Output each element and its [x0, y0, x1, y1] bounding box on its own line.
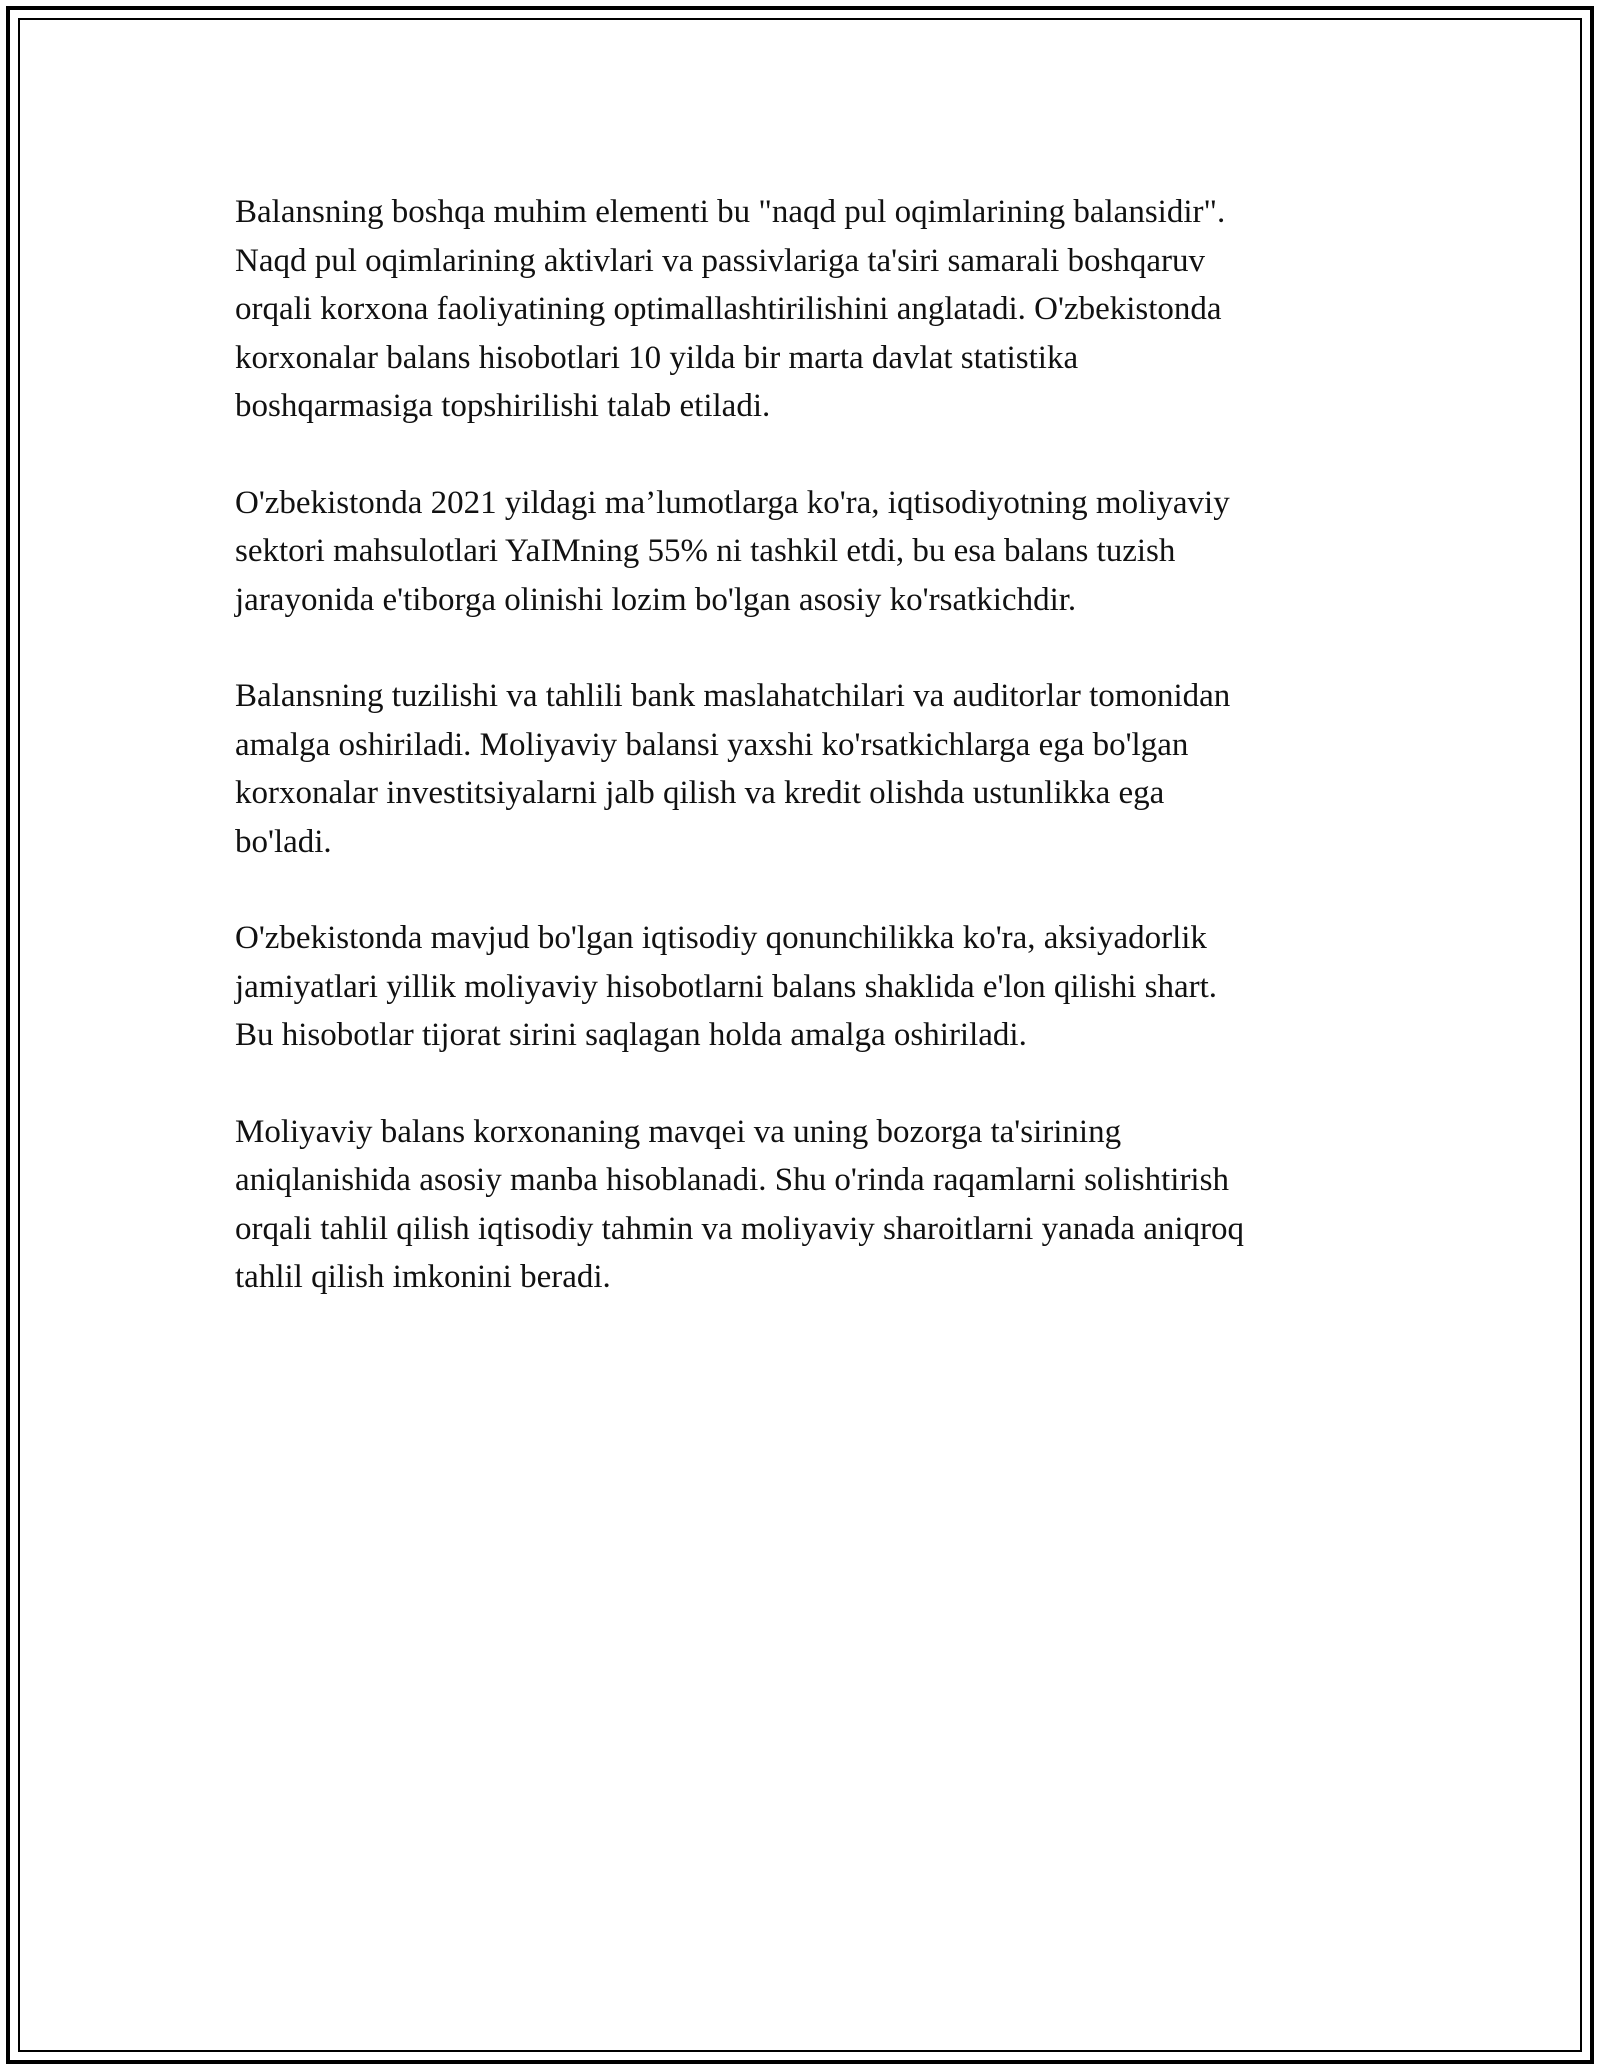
text-line: orqali tahlil qilish iqtisodiy tahmin va moliyaviy sharoitlarni yanada aniqroq	[235, 1210, 1245, 1247]
text-line: korxonalar balans hisobotlari 10 yilda bir marta davlat statistika	[235, 339, 1079, 376]
text-line: Moliyaviy balans korxonaning mavqei va uning bozorga ta'sirining	[235, 1113, 1122, 1150]
paragraph-5	[235, 1108, 1375, 1302]
text-line: O'zbekistonda mavjud bo'lgan iqtisodiy qonunchilikka ko'ra, aksiyadorlik	[235, 920, 1207, 956]
text-line: korxonalar investitsiyalarni jalb qilish va kredit olishda ustunlikka ega	[235, 775, 1165, 811]
text-line: jarayonida e'tiborga olinishi lozim bo'lgan asosiy ko'rsatkichdir.	[235, 581, 1077, 618]
paragraph-3	[235, 672, 1375, 866]
text-line: amalga oshiriladi. Moliyaviy balansi yaxshi ko'rsatkichlarga ega bo'lgan	[235, 726, 1189, 763]
text-line: aniqlanishida asosiy manba hisoblanadi. Shu o'rinda raqamlarni solishtirish	[235, 1162, 1229, 1198]
text-line: O'zbekistonda 2021 yildagi ma’lumotlarga ko'ra, iqtisodiyotning moliyaviy	[235, 484, 1230, 521]
paragraph-1	[235, 188, 1375, 431]
text-line: orqali korxona faoliyatining optimallashtirilishini anglatadi. O'zbekistonda	[235, 291, 1222, 327]
text-line: boshqarmasiga topshirilishi talab etiladi.	[235, 388, 771, 424]
text-line: tahlil qilish imkonini beradi.	[235, 1259, 611, 1295]
paragraph-2	[235, 479, 1375, 625]
text-line: Balansning tuzilishi va tahlili bank maslahatchilari va auditorlar tomonidan	[235, 678, 1231, 714]
text-line: bo'ladi.	[235, 823, 332, 860]
text-line: Naqd pul oqimlarining aktivlari va passivlariga ta'siri samarali boshqaruv	[235, 242, 1206, 279]
text-line: Balansning boshqa muhim elementi bu "naqd pul oqimlarining balansidir".	[235, 194, 1226, 230]
text-line: jamiyatlari yillik moliyaviy hisobotlarni balans shaklida e'lon qilishi shart.	[235, 968, 1218, 1005]
paragraph-4	[235, 914, 1375, 1060]
text-line: Bu hisobotlar tijorat sirini saqlagan holda amalga oshiriladi.	[235, 1017, 1027, 1053]
text-line: sektori mahsulotlari YaIMning 55% ni tashkil etdi, bu esa balans tuzish	[235, 533, 1176, 569]
document-body	[235, 188, 1375, 1350]
